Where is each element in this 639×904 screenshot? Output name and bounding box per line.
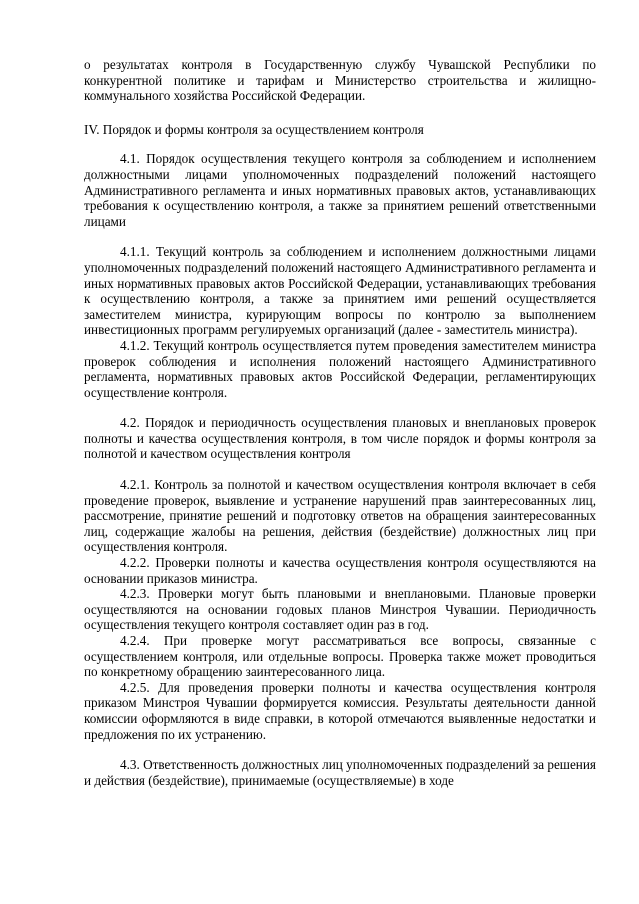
spacer <box>84 462 596 477</box>
spacer <box>84 229 596 244</box>
paragraph-4-2-5: 4.2.5. Для проведения проверки полноты и качества осуществления контроля приказом Минстроя Чувашии формируется комиссия. Результаты деятельности данной комиссии оформляются в виде справки, в которой отмечаются выявленные недостатки и предложения по их устранению. <box>84 679 596 742</box>
paragraph-4-2-1: 4.2.1. Контроль за полнотой и качеством осуществления контроля включает в себя проведение проверок, выявление и устранение нарушений прав заинтересованных лиц, рассмотрение, принятие решений и подготовку ответов на обращения заинтересованных лиц, содержащие жалобы на решения, действия (бездействие) должностных лиц при осуществления контроля. <box>84 477 596 555</box>
paragraph-4-3: 4.3. Ответственность должностных лиц уполномоченных подразделений за решения и действия (бездействие), принимаемые (осуществляемые) в ходе <box>84 757 596 788</box>
spacer <box>84 400 596 415</box>
spacer <box>84 742 596 757</box>
paragraph-4-1: 4.1. Порядок осуществления текущего контроля за соблюдением и исполнением должностными лицами уполномоченных подразделений положений настоящего Административного регламента и иных нормативных правовых актов, устанавливающих требования к осуществлению контроля, а также за принятием решений ответственными лицами <box>84 151 596 229</box>
paragraph-4-2: 4.2. Порядок и периодичность осуществления плановых и внеплановых проверок полноты и качества осуществления контроля, в том числе порядок и формы контроля за полнотой и качеством осуществления контроля <box>84 415 596 462</box>
paragraph-4-1-2: 4.1.2. Текущий контроль осуществляется путем проведения заместителем министра проверок соблюдения и исполнения положений настоящего Административного регламента, нормативных правовых актов Российской Федерации, регламентирующих осуществление контроля. <box>84 337 596 400</box>
paragraph-4-2-4: 4.2.4. При проверке могут рассматриваться все вопросы, связанные с осуществлением контроля, или отдельные вопросы. Проверка также может проводиться по конкретному обращению заинтересованного лица. <box>84 633 596 680</box>
intro-paragraph: о результатах контроля в Государственную службу Чувашской Республики по конкурентной политике и тарифам и Министерство строительства и жилищно-коммунального хозяйства Российской Федерации. <box>84 57 596 104</box>
section-title: IV. Порядок и формы контроля за осуществлением контроля <box>84 121 424 137</box>
paragraph-4-1-1: 4.1.1. Текущий контроль за соблюдением и исполнением должностными лицами уполномоченных подразделений положений настоящего Административного регламента и иных нормативных правовых актов Российской Федерации, устанавливающих требования к осуществлению контроля, а также за принятием ими решений осуществляется заместителем министра, курирующим вопросы по контролю за выполнением инвестиционных программ регулируемых организаций (далее - заместитель министра). <box>84 244 596 338</box>
paragraph-4-2-2: 4.2.2. Проверки полноты и качества осуществления контроля осуществляются на основании приказов министра. <box>84 555 596 586</box>
paragraph-4-2-3: 4.2.3. Проверки могут быть плановыми и внеплановыми. Плановые проверки осуществляются на основании годовых планов Минстроя Чувашии. Периодичность осуществления текущего контроля составляет один раз в год. <box>84 586 596 633</box>
